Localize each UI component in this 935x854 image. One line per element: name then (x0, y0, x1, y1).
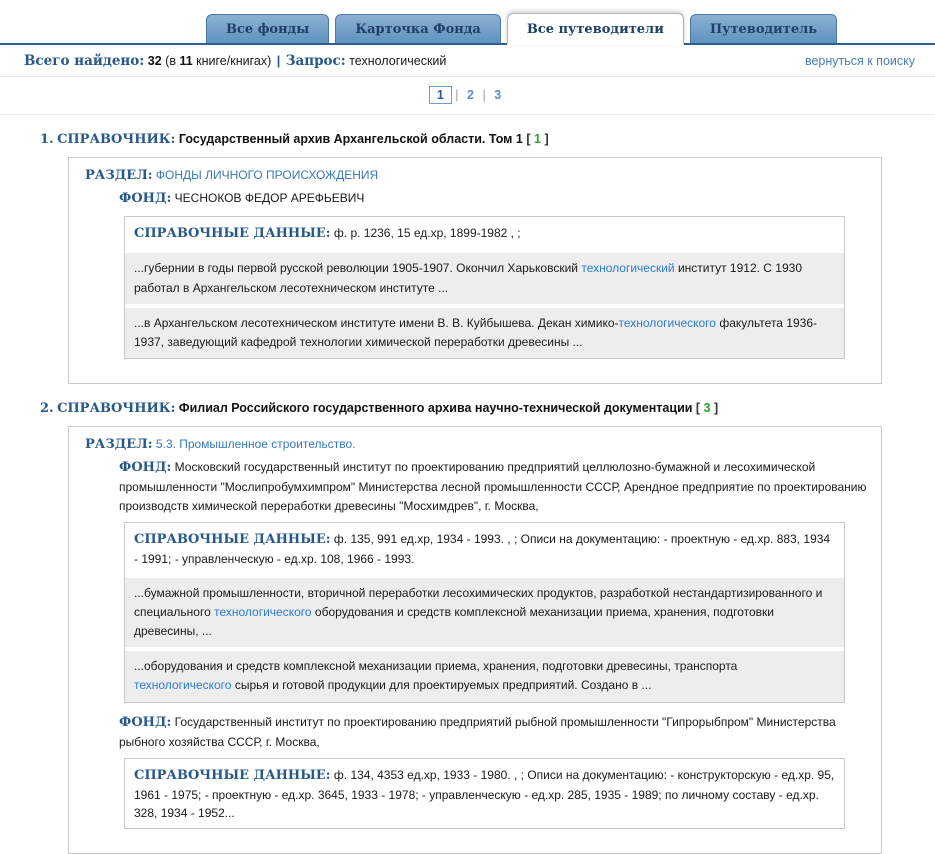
snippet (125, 304, 844, 358)
query-label: Запрос: (285, 53, 346, 69)
reference-data-value: ф. 135, 991 ед.хр, 1934 - 1993. , ; Описи на документацию: - проектную - ед.хр. 883, 1934 - 1991; - управленческую - ед.хр. 108, 1966 - 1993. (134, 532, 831, 566)
result-count-badge: 3 (703, 401, 711, 416)
count-bracket-close: ] (714, 401, 719, 416)
count-bracket-open: [ (526, 132, 531, 146)
fond-label: ФОНД: (119, 714, 172, 730)
reference-data-value: ф. р. 1236, 15 ед.хр, 1899-1982 , ; (333, 225, 521, 240)
reference-data-label: СПРАВОЧНЫЕ ДАННЫЕ: (134, 225, 331, 241)
result-number: 1. (40, 132, 54, 147)
results-summary (24, 53, 446, 69)
section-link[interactable]: ФОНДЫ ЛИЧНОГО ПРОИСХОЖДЕНИЯ (155, 167, 379, 182)
snippet-highlight: технологического (618, 315, 716, 330)
snippet-highlight: технологического (134, 678, 232, 693)
results-summary-bar (0, 45, 935, 77)
fond-row (119, 458, 871, 515)
reference-data-box (124, 758, 845, 829)
result-count-badge: 1 (534, 132, 541, 146)
fond-row (119, 713, 871, 752)
books-suffix: книге/книгах) (196, 54, 272, 68)
snippet-text: факультета 1936-1937, заведующий кафедрой технологии химической переработки древесины ... (134, 315, 817, 349)
reference-data-row (125, 759, 844, 828)
section-label: РАЗДЕЛ: (85, 167, 153, 183)
snippet (125, 249, 844, 303)
query-value: технологический (349, 54, 447, 68)
snippet-text: ...в Архангельском лесотехническом институте имени В. В. Куйбышева. Декан химико- (134, 315, 619, 330)
snippet-text: ...губернии в годы первой русской революции 1905-1907. Окончил Харьковский (134, 261, 582, 276)
snippet-highlight: технологический (581, 261, 675, 276)
result-header (40, 400, 935, 418)
result-header (40, 131, 935, 149)
reference-data-value: ф. 134, 4353 ед.хр, 1933 - 1980. , ; Описи на документацию: - конструкторскую - ед.хр. 95, 1961 - 1975; - проектную - ед.хр. 3645, 1933 - 1978; - управленческую - ед.хр. 285, 1935 - 1989; по личному составу - ед.хр. 328, 1934 - 1952... (134, 768, 835, 820)
count-bracket-open: [ (695, 401, 701, 416)
reference-data-label: СПРАВОЧНЫЕ ДАННЫЕ: (134, 768, 331, 784)
page-link-3[interactable]: 3 (494, 88, 502, 102)
tab-fund-card[interactable]: Карточка Фонда (335, 14, 501, 43)
reference-data-box (124, 522, 845, 702)
result-title: Государственный архив Архангельской области. Том 1 (178, 132, 523, 146)
section-row (85, 167, 873, 186)
result-type-label: СПРАВОЧНИК: (57, 132, 176, 147)
found-label: Всего найдено: (24, 53, 145, 69)
section-row (85, 436, 873, 455)
count-bracket-close: ] (544, 132, 549, 146)
pagination-separator: | (455, 88, 459, 102)
section-label: РАЗДЕЛ: (85, 437, 153, 453)
tab-all-guides[interactable]: Все путеводители (507, 13, 684, 45)
snippet-text: оборудования и средств комплексной механизации приема, хранения, подготовки древесины, ... (134, 604, 774, 639)
fond-name: Московский государственный институт по проектированию предприятий целлюлозно-бумажной и лесохимической промышленности "Мослипробумхимпром" Министерства лесной промышленности СССР, Арендное предприятие по проектированию производств химической переработки древесины "Мосхимдрев", г. Москва, (119, 459, 867, 513)
tab-guide[interactable]: Путеводитель (690, 14, 837, 43)
back-to-search-link[interactable]: вернуться к поиску (804, 54, 915, 68)
fond-name: ЧЕСНОКОВ ФЕДОР АРЕФЬЕВИЧ (174, 190, 365, 205)
tab-all-funds[interactable]: Все фонды (206, 14, 329, 43)
page-current: 1 (429, 86, 452, 104)
found-count: 32 (147, 54, 162, 68)
snippet (125, 574, 844, 648)
books-count: 11 (179, 54, 193, 68)
tab-bar (0, 0, 935, 45)
snippet-text: ...бумажной промышленности, вторичной переработки лесохимических продуктов, разработкой нестандартизированного и специального (134, 585, 823, 619)
result-body-box (68, 157, 882, 384)
fond-name: Государственный институт по проектированию предприятий рыбной промышленности "Гипрорыбпром" Министерства рыбного хозяйства СССР, г. Москва, (119, 714, 836, 749)
pagination-separator: | (482, 88, 486, 102)
result-number: 2. (40, 401, 54, 417)
pagination (0, 77, 935, 115)
reference-data-row (125, 523, 844, 574)
reference-data-label: СПРАВОЧНЫЕ ДАННЫЕ: (134, 532, 331, 548)
result-body-box (68, 426, 882, 854)
result-title: Филиал Российского государственного архива научно-технической документации (178, 401, 693, 416)
result-item (40, 400, 935, 854)
reference-data-row (125, 217, 844, 250)
snippet-text: ...оборудования и средств комплексной механизации приема, хранения, подготовки древесины, транспорта (134, 659, 738, 674)
summary-separator: | (276, 54, 281, 68)
fond-label: ФОНД: (119, 459, 172, 475)
result-type-label: СПРАВОЧНИК: (57, 401, 176, 417)
page-link-2[interactable]: 2 (467, 88, 474, 102)
snippet (125, 647, 844, 701)
fond-row (119, 189, 871, 209)
snippet-text: сырья и готовой продукции для проектируемых предприятий. Создано в ... (231, 678, 652, 693)
books-prefix: (в (165, 54, 176, 68)
snippet-highlight: технологического (214, 604, 312, 619)
reference-data-box (124, 216, 845, 359)
fond-label: ФОНД: (119, 190, 172, 206)
result-item (40, 131, 935, 384)
section-link[interactable]: 5.3. Промышленное строительство. (155, 437, 356, 452)
snippet-text: институт 1912. С 1930 работал в Архангельском лесотехническом институте ... (134, 261, 802, 295)
